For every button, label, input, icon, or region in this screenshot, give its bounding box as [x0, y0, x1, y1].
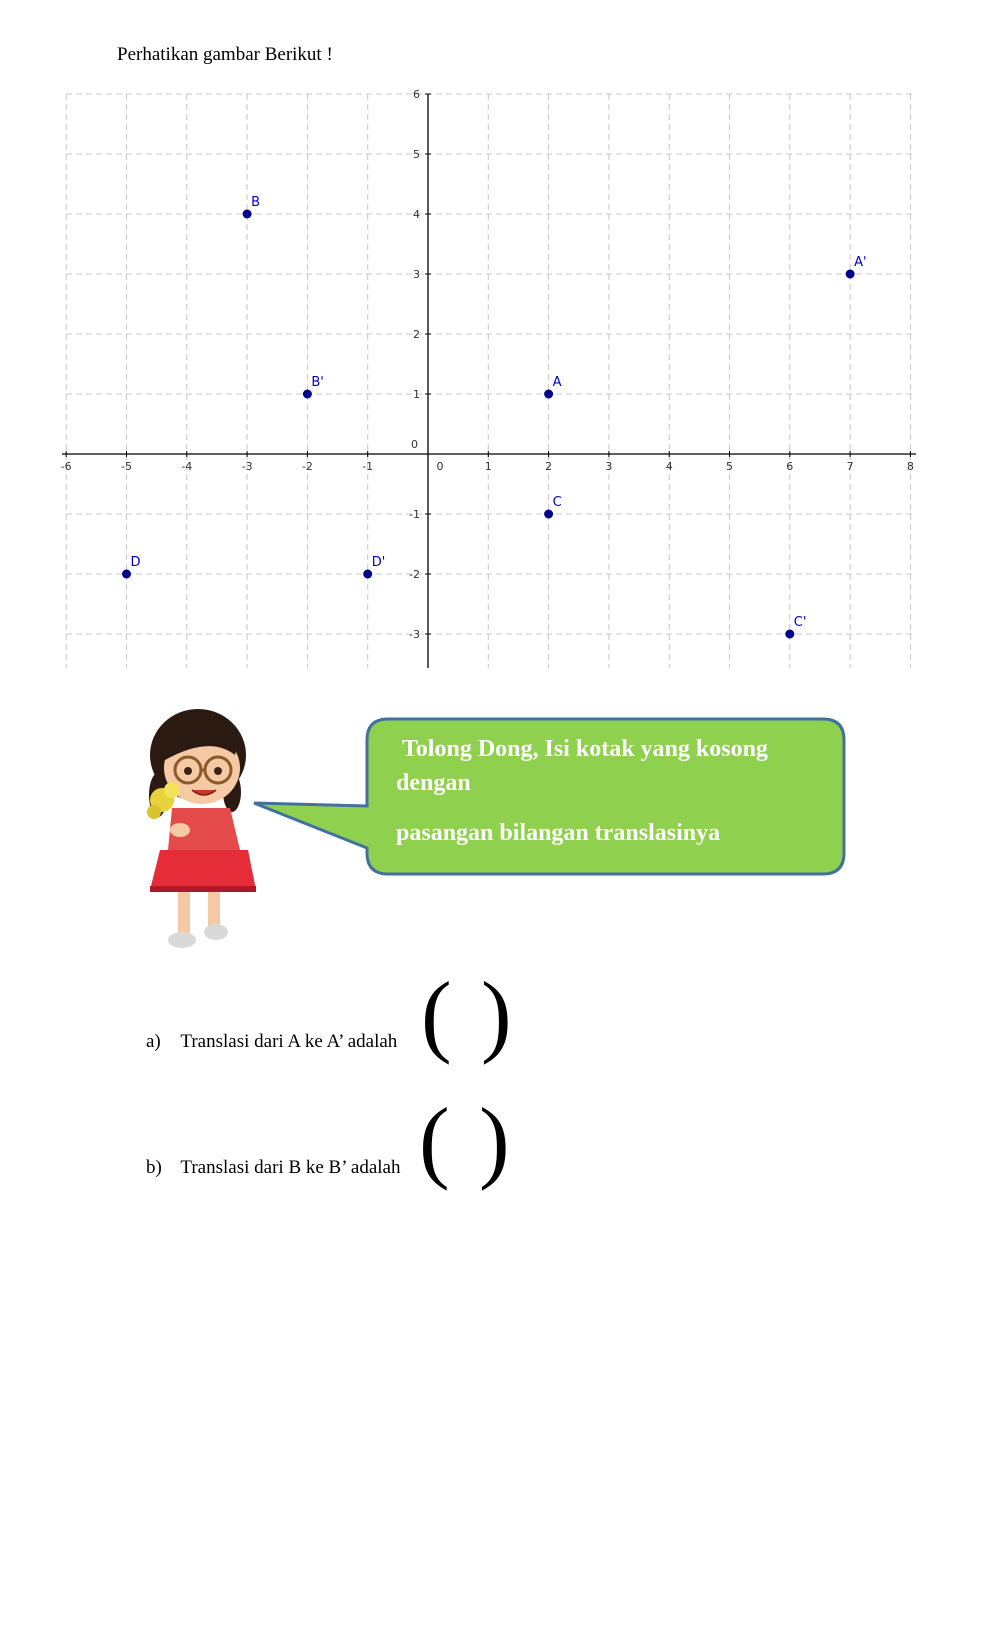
point-label: C' [793, 615, 807, 630]
question-b [146, 1157, 400, 1179]
x-tick-label: 0 [436, 460, 444, 473]
bubble-line-1: Tolong Dong, Isi kotak yang kosong [402, 736, 768, 762]
y-tick-label: -1 [409, 508, 420, 521]
question-a-label: a) [146, 1031, 161, 1052]
point-marker [243, 210, 252, 219]
question-a-close-paren: ) [481, 963, 512, 1065]
question-b-label: b) [146, 1157, 162, 1178]
point-marker [544, 390, 553, 399]
point-label: A [552, 375, 562, 390]
point-label: D' [371, 555, 386, 570]
point-marker [544, 510, 553, 519]
point-marker [303, 390, 312, 399]
point-label: C [552, 495, 562, 510]
x-tick-label: 7 [846, 460, 854, 473]
question-a-text: Translasi dari A ke A’ adalah [180, 1031, 398, 1052]
point-label: B' [311, 375, 324, 390]
question-b-open-paren: ( [419, 1089, 450, 1191]
x-tick-label: -1 [362, 460, 374, 473]
x-tick-label: 8 [906, 460, 914, 473]
y-tick-label: 6 [413, 88, 420, 101]
x-tick-label: -3 [241, 460, 253, 473]
x-tick-label: -5 [121, 460, 132, 473]
point-label: A' [854, 255, 867, 270]
x-tick-label: -2 [301, 460, 313, 473]
x-tick-label: 6 [786, 460, 794, 473]
speech-bubble-text [396, 732, 836, 850]
point-label: D [130, 555, 141, 570]
y-tick-label: 3 [413, 268, 420, 281]
bubble-line-3: pasangan bilangan translasinya [396, 820, 721, 846]
y-tick-label: 0 [411, 438, 418, 451]
y-tick-label: 2 [413, 328, 420, 341]
x-tick-label: 3 [605, 460, 613, 473]
point-marker [846, 270, 855, 279]
question-b-text: Translasi dari B ke B’ adalah [180, 1157, 401, 1178]
bubble-line-2: dengan [396, 770, 471, 796]
question-b-close-paren: ) [479, 1089, 510, 1191]
x-tick-label: 5 [726, 460, 733, 473]
y-tick-label: -3 [409, 628, 420, 641]
x-tick-label: 1 [484, 460, 492, 473]
y-tick-label: 4 [413, 208, 420, 221]
question-a [146, 1031, 397, 1053]
point-marker [785, 630, 794, 639]
y-tick-label: -2 [409, 568, 420, 581]
x-tick-label: 2 [545, 460, 553, 473]
instruction-text: Perhatikan gambar Berikut ! [117, 44, 333, 65]
question-a-open-paren: ( [421, 963, 452, 1065]
y-tick-label: 5 [413, 148, 420, 161]
point-marker [363, 570, 372, 579]
y-tick-label: 1 [413, 388, 420, 401]
point-label: B [251, 195, 261, 210]
x-tick-label: -6 [60, 460, 72, 473]
x-tick-label: 4 [665, 460, 673, 473]
coordinate-grid-chart [0, 0, 1000, 680]
point-marker [122, 570, 131, 579]
x-tick-label: -4 [181, 460, 193, 473]
